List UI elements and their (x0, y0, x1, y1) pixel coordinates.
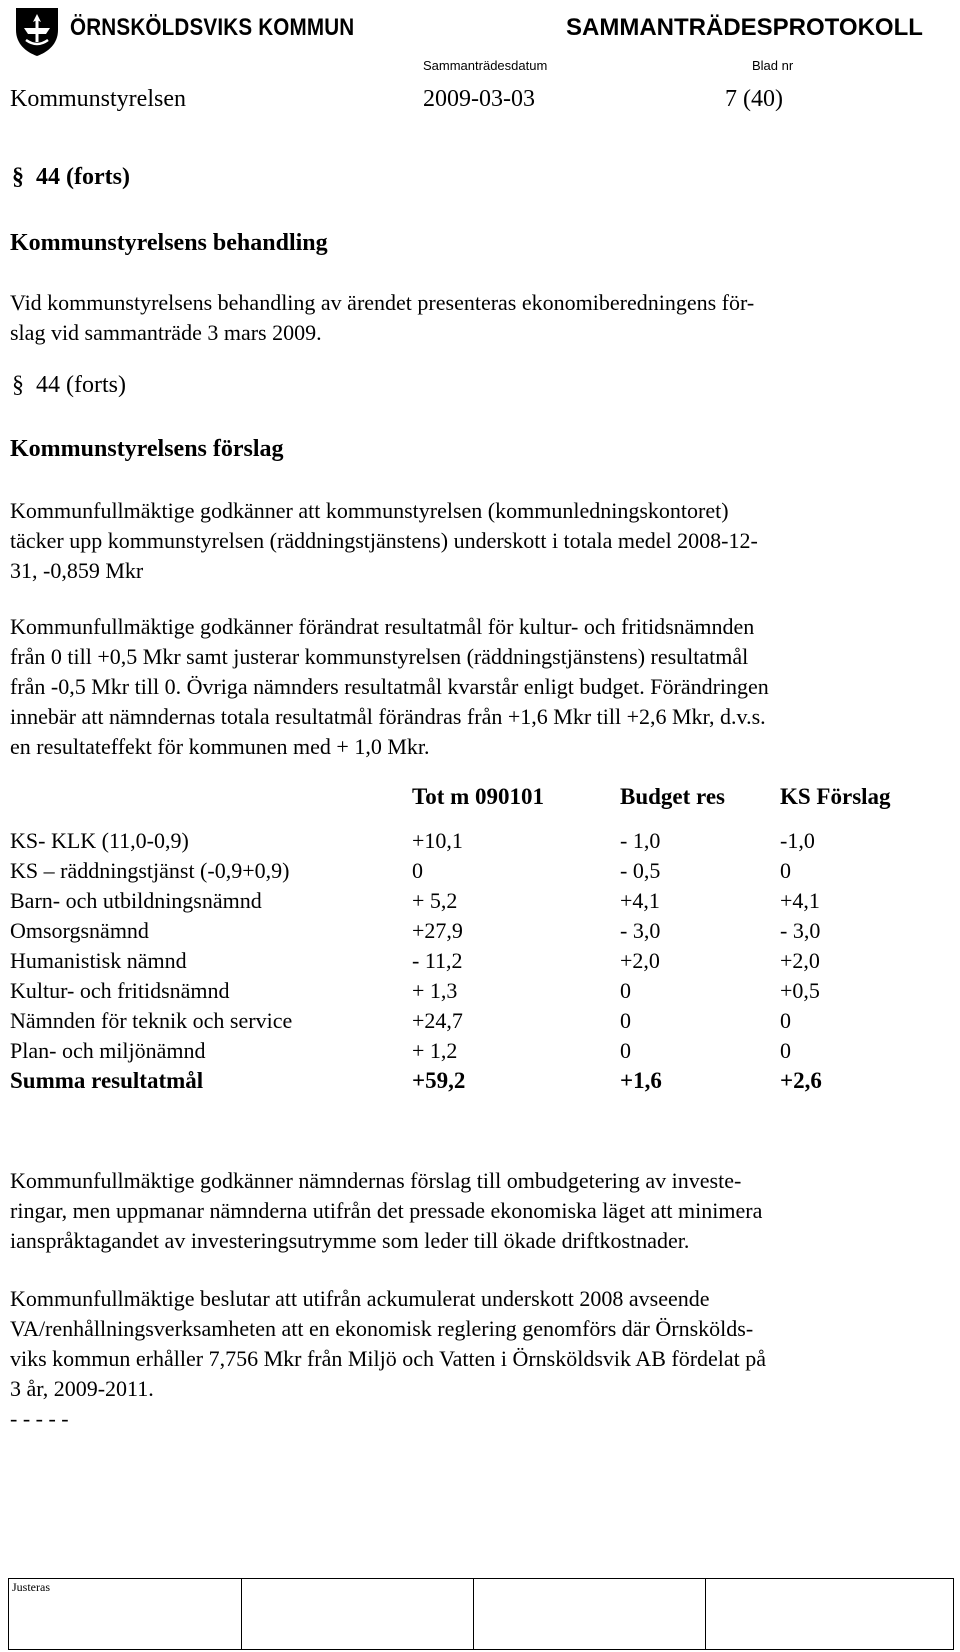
table-cell: 0 (412, 858, 423, 883)
table-cell: + 1,3 (412, 978, 458, 1003)
justeras-label: Justeras (12, 1580, 50, 1594)
text-line: slag vid sammanträde 3 mars 2009. (10, 320, 322, 345)
text-line: Kommunfullmäktige godkänner förändrat resultatmål för kultur- och fritidsnämnden (10, 614, 755, 639)
paragraph (10, 612, 769, 762)
table-cell: - 1,0 (620, 828, 661, 853)
date-label: Sammanträdesdatum (423, 58, 548, 73)
end-mark: - - - - - (10, 1406, 69, 1431)
text-line: Kommunfullmäktige godkänner nämndernas förslag till ombudgetering av investe- (10, 1168, 742, 1193)
text-line: 3 år, 2009-2011. (10, 1376, 154, 1401)
table-cell: 0 (780, 1038, 791, 1063)
table-header (10, 784, 910, 814)
table-cell: +24,7 (412, 1008, 463, 1033)
text-line: Kommunfullmäktige godkänner att kommunstyrelsen (kommunledningskontoret) (10, 498, 729, 523)
table-cell: 0 (780, 1008, 791, 1033)
table-cell: 0 (620, 1008, 631, 1033)
table-cell: Humanistisk nämnd (10, 948, 187, 973)
table-cell: - 3,0 (780, 918, 821, 943)
table-cell: +4,1 (780, 888, 820, 913)
column-header: Tot m 090101 (412, 784, 545, 809)
signature-cell (473, 1579, 706, 1649)
municipal-coat-of-arms-icon (10, 4, 64, 58)
table-cell: - 3,0 (620, 918, 661, 943)
section-heading (12, 372, 126, 399)
section-sign-icon: § (12, 164, 24, 190)
table-cell: +27,9 (412, 918, 463, 943)
section-title: 44 (forts) (36, 164, 130, 190)
text-line: från -0,5 Mkr till 0. Övriga nämnders resultatmål kvarstår enligt budget. Förändringen (10, 674, 769, 699)
text-line: ianspråktagandet av investeringsutrymme som leder till ökade driftkostnader. (10, 1228, 690, 1253)
section-heading (12, 164, 130, 191)
text-line: Kommunfullmäktige beslutar att utifrån ackumulerat underskott 2008 avseende (10, 1286, 710, 1311)
text-line: VA/renhållningsverksamheten att en ekonomisk reglering genomförs där Örnskölds- (10, 1316, 754, 1341)
table-cell: + 5,2 (412, 888, 458, 913)
table-cell: Plan- och miljönämnd (10, 1038, 206, 1063)
page-label: Blad nr (752, 58, 794, 73)
section-title: 44 (forts) (36, 372, 126, 398)
signature-cell (9, 1579, 242, 1649)
table-cell: +1,6 (620, 1068, 662, 1093)
signature-box (8, 1578, 954, 1650)
table-cell: +2,0 (780, 948, 820, 973)
table-cell: Kultur- och fritidsnämnd (10, 978, 230, 1003)
section-sign-icon: § (12, 372, 24, 398)
table-cell: + 1,2 (412, 1038, 458, 1063)
table-cell: -1,0 (780, 828, 815, 853)
table-cell: Barn- och utbildningsnämnd (10, 888, 262, 913)
table-cell: Nämnden för teknik och service (10, 1008, 293, 1033)
column-header: Budget res (620, 784, 725, 809)
table-cell: +59,2 (412, 1068, 466, 1093)
subheading: Kommunstyrelsens förslag (10, 436, 284, 462)
text-line: täcker upp kommunstyrelsen (räddningstjänstens) underskott i totala medel 2008-12- (10, 528, 758, 553)
table-cell: +2,6 (780, 1068, 822, 1093)
table-cell: - 11,2 (412, 948, 463, 973)
paragraph (10, 496, 758, 586)
paragraph (10, 288, 754, 348)
table-cell: Omsorgsnämnd (10, 918, 149, 943)
signature-cell (241, 1579, 474, 1649)
document-title: SAMMANTRÄDESPROTOKOLL (566, 14, 923, 41)
table-cell: Summa resultatmål (10, 1068, 204, 1093)
meeting-date: 2009-03-03 (423, 86, 535, 112)
text-line: viks kommun erhåller 7,756 Mkr från Miljö och Vatten i Örnsköldsvik AB fördelat på (10, 1346, 767, 1371)
organization-name: ÖRNSKÖLDSVIKS KOMMUN (70, 14, 355, 41)
body-name: Kommunstyrelsen (10, 86, 186, 112)
text-line: en resultateffekt för kommunen med + 1,0 Mkr. (10, 734, 430, 759)
table-cell: 0 (780, 858, 791, 883)
table-cell: +10,1 (412, 828, 463, 853)
page-number: 7 (40) (725, 86, 783, 112)
paragraph (10, 1166, 762, 1256)
table-cell: +4,1 (620, 888, 660, 913)
subheading: Kommunstyrelsens behandling (10, 230, 328, 256)
text-line: Vid kommunstyrelsens behandling av ärendet presenteras ekonomiberedningens för- (10, 290, 755, 315)
table-cell: KS- KLK (11,0-0,9) (10, 828, 189, 853)
paragraph (10, 1284, 766, 1404)
column-header: KS Förslag (780, 784, 891, 809)
table-cell: +2,0 (620, 948, 660, 973)
table-cell: 0 (620, 1038, 631, 1063)
text-line: 31, -0,859 Mkr (10, 558, 144, 583)
text-line: innebär att nämndernas totala resultatmål förändras från +1,6 Mkr till +2,6 Mkr, d.v.s. (10, 704, 766, 729)
table-cell: +0,5 (780, 978, 820, 1003)
text-line: ringar, men uppmanar nämnderna utifrån det pressade ekonomiska läget att minimera (10, 1198, 763, 1223)
text-line: från 0 till +0,5 Mkr samt justerar kommunstyrelsen (räddningstjänstens) resultatmål (10, 644, 749, 669)
table-cell: - 0,5 (620, 858, 661, 883)
table-cell: 0 (620, 978, 631, 1003)
table-cell: KS – räddningstjänst (-0,9+0,9) (10, 858, 290, 883)
